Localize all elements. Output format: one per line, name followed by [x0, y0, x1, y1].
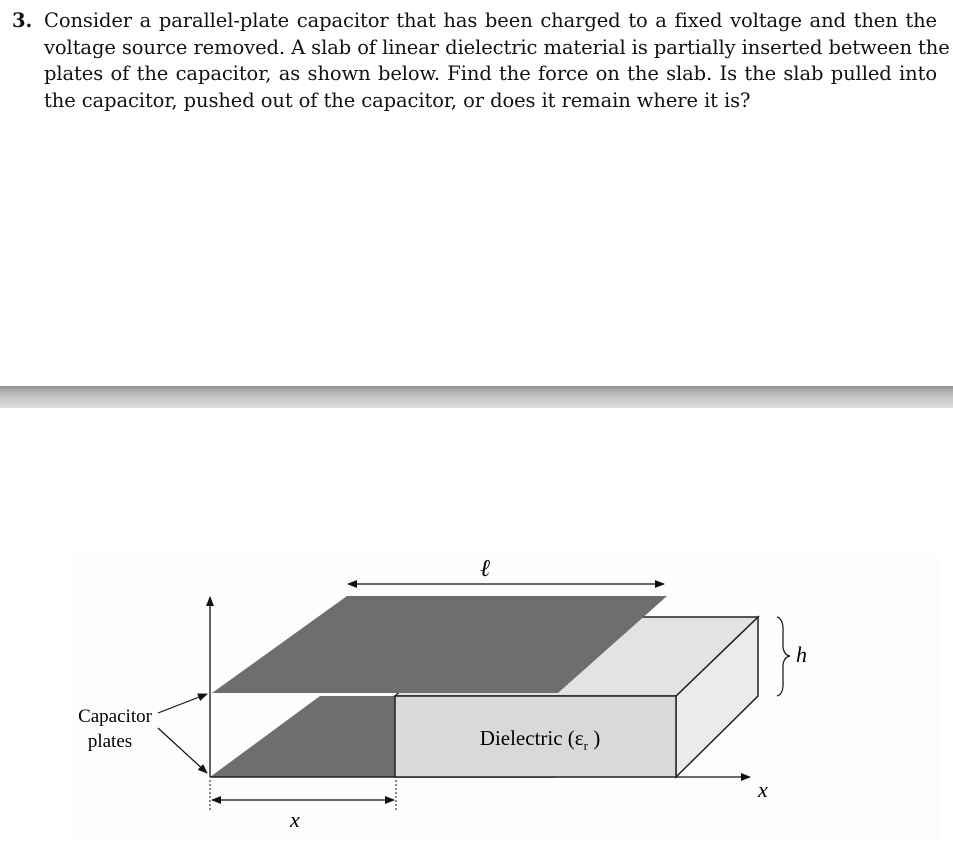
x-axis-label: x	[758, 777, 768, 802]
length-label: ℓ	[480, 556, 490, 582]
plates-label-line1: Capacitor	[78, 706, 152, 727]
height-label: h	[796, 642, 807, 667]
problem-line-2: voltage source removed. A slab of linear dielectric material is partially inserted between the	[44, 35, 950, 59]
dielectric-label: Dielectric ($\varepsilon_r$ )	[479, 726, 601, 753]
problem-line-3: plates of the capacitor, as shown below. Find the force on the slab. Is the slab pulled into	[44, 62, 937, 85]
insertion-label: x	[290, 807, 300, 832]
problem-line-1: 3. Consider a parallel-plate capacitor that has been charged to a fixed voltage and then the	[12, 8, 937, 35]
problem-number: 3.	[12, 9, 33, 32]
problem-line-4: the capacitor, pushed out of the capacitor, or does it remain where it is?	[44, 88, 751, 112]
plates-label-line2: plates	[87, 731, 133, 752]
